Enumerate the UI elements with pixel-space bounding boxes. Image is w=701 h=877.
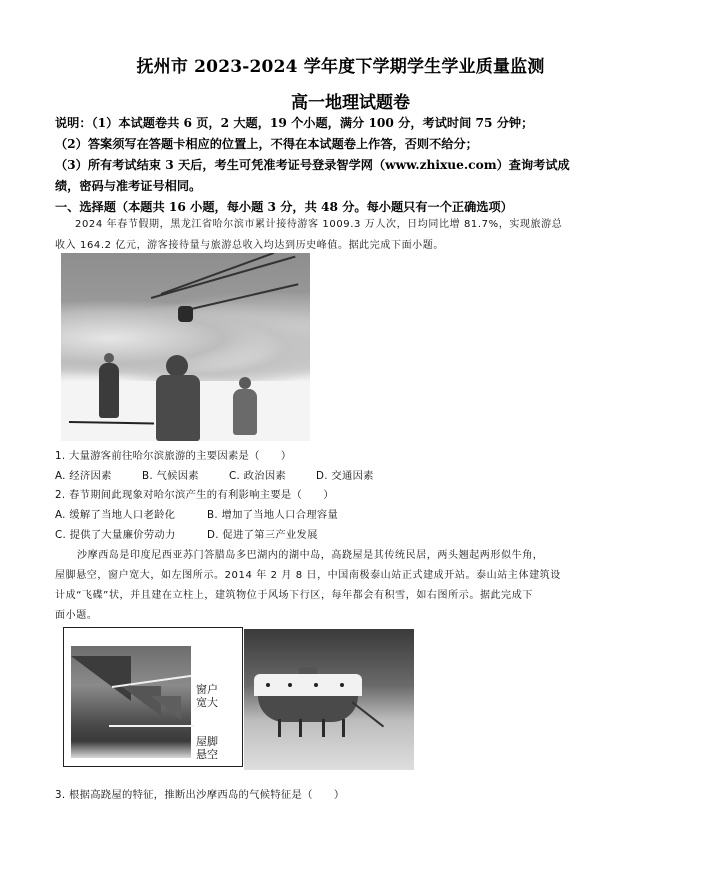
window-label-line-2: 宽大	[196, 696, 218, 709]
question-2-option-c[interactable]: C. 提供了大量廉价劳动力	[55, 529, 176, 541]
section-heading: 一、选择题（本题共 16 小题，每小题 3 分，共 48 分。每小题只有一个正确选项）	[55, 200, 513, 214]
window-dot	[266, 683, 270, 687]
station-stilt	[278, 719, 281, 737]
passage2-line-2: 屋脚悬空，窗户宽大，如左图所示。2014 年 2 月 8 日，中国南极泰山站正式建成开站。泰山站主体建筑设	[55, 570, 561, 581]
stilt-house-figure	[63, 627, 243, 767]
question-1-option-a[interactable]: A. 经济因素	[55, 470, 112, 482]
window-dot	[340, 683, 344, 687]
question-3-stem: 3. 根据高跷屋的特征，推断出沙摩西岛的气候特征是（ ）	[55, 789, 345, 801]
passage2-line-3: 计成“飞碟”状，并且建在立柱上，建筑物位于风场下行区，每年都会有积雪，如右图所示。据此完成下	[55, 590, 533, 601]
question-1-options	[55, 467, 374, 482]
taishan-station-photo	[244, 629, 414, 770]
exam-title: 抚州市 2023-2024 学年度下学期学生学业质量监测	[136, 57, 545, 77]
question-2-stem: 2. 春节期间此现象对哈尔滨产生的有利影响主要是（ ）	[55, 489, 334, 501]
question-1-option-b[interactable]: B. 气候因素	[142, 470, 199, 482]
skier-head	[104, 353, 114, 363]
station-stilt	[322, 719, 325, 737]
stilts-pointer-line	[109, 725, 194, 727]
horn-roof	[151, 696, 181, 720]
question-2-option-d[interactable]: D. 促进了第三产业发展	[207, 529, 318, 541]
station-stairs	[351, 701, 384, 727]
question-2-option-b[interactable]: B. 增加了当地人口合理容量	[207, 509, 339, 521]
stilts-label	[196, 735, 218, 761]
skier-figure	[156, 375, 200, 441]
passage1-line-1: 2024 年春节假期，黑龙江省哈尔滨市累计接待游客 1009.3 万人次，日均同比增 81.7%，实现旅游总	[75, 219, 563, 230]
question-1-stem: 1. 大量游客前往哈尔滨旅游的主要因素是（ ）	[55, 450, 292, 462]
stilts-label-line-2: 悬空	[196, 748, 218, 761]
station-window-band	[254, 674, 362, 696]
skier-figure	[99, 363, 119, 418]
question-2-option-a[interactable]: A. 缓解了当地人口老龄化	[55, 509, 176, 521]
exam-subtitle: 高一地理试题卷	[291, 93, 410, 113]
window-dot	[314, 683, 318, 687]
window-label-line-1: 窗户	[196, 683, 218, 696]
ski-resort-photo	[61, 253, 310, 441]
station-stilt	[342, 719, 345, 737]
question-2-options-row-1	[55, 506, 338, 521]
passage2-line-1: 沙摩西岛是印度尼西亚苏门答腊岛多巴湖内的湖中岛，高跷屋是其传统民居，两头翘起两形似牛角，	[77, 550, 544, 561]
passage2-line-4: 面小题。	[55, 610, 98, 621]
skier-head	[239, 377, 251, 389]
question-2-options-row-2	[55, 526, 318, 541]
station-stilt	[299, 719, 302, 737]
question-1-option-d[interactable]: D. 交通因素	[316, 470, 374, 482]
window-label	[196, 683, 218, 709]
instruction-line-3: （3）所有考试结束 3 天后，考生可凭准考证号登录智学网（www.zhixue.com）查询考试成	[55, 158, 570, 172]
skier-figure	[233, 389, 257, 435]
instruction-line-4: 绩，密码与准考证号相同。	[55, 179, 202, 193]
instruction-line-1: 说明：（1）本试题卷共 6 页，2 大题，19 个小题，满分 100 分，考试时间 75 分钟；	[55, 116, 534, 130]
window-dot	[288, 683, 292, 687]
stilts-label-line-1: 屋脚	[196, 735, 218, 748]
passage1-line-2: 收入 164.2 亿元，游客接待量与旅游总收入均达到历史峰值。据此完成下面小题。	[55, 240, 444, 251]
stilt-house-photo	[71, 646, 191, 758]
instruction-line-2: （2）答案须写在答题卡相应的位置上，不得在本试题卷上作答，否则不给分；	[55, 137, 478, 151]
skier-head	[166, 355, 188, 377]
gondola-icon	[178, 306, 193, 322]
question-1-option-c[interactable]: C. 政治因素	[229, 470, 287, 482]
